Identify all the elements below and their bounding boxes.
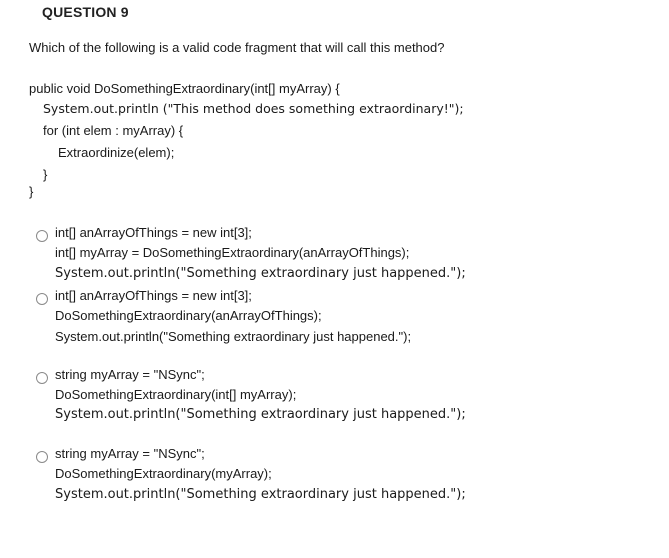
option-c-line-2: DoSomethingExtraordinary(int[] myArray); — [55, 387, 297, 402]
code-line: } — [29, 184, 34, 199]
option-b-line-1: int[] anArrayOfThings = new int[3]; — [55, 288, 252, 303]
option-a-line-1: int[] anArrayOfThings = new int[3]; — [55, 225, 252, 240]
radio-button-c[interactable] — [36, 372, 48, 384]
code-line: } — [43, 167, 48, 182]
option-d-line-3: System.out.println("Something extraordinary just happened."); — [55, 487, 466, 502]
code-line: for (int elem : myArray) { — [43, 123, 184, 138]
question-prompt: Which of the following is a valid code fragment that will call this method? — [29, 40, 445, 55]
code-line: System.out.println ("This method does something extraordinary!"); — [43, 101, 464, 116]
radio-button-b[interactable] — [36, 293, 48, 305]
option-a-line-3: System.out.println("Something extraordinary just happened."); — [55, 266, 466, 281]
option-b-line-2: DoSomethingExtraordinary(anArrayOfThings); — [55, 308, 322, 323]
option-d-line-1: string myArray = "NSync"; — [55, 446, 205, 461]
question-title: QUESTION 9 — [42, 4, 129, 20]
option-a-line-2: int[] myArray = DoSomethingExtraordinary(anArrayOfThings); — [55, 245, 410, 260]
radio-button-a[interactable] — [36, 230, 48, 242]
option-d-line-2: DoSomethingExtraordinary(myArray); — [55, 466, 272, 481]
option-c-line-3: System.out.println("Something extraordinary just happened."); — [55, 407, 466, 422]
option-b-line-3: System.out.println("Something extraordinary just happened."); — [55, 329, 412, 344]
option-c-line-1: string myArray = "NSync"; — [55, 367, 205, 382]
code-line: public void DoSomethingExtraordinary(int[] myArray) { — [29, 81, 340, 96]
code-line: Extraordinize(elem); — [58, 145, 175, 160]
radio-button-d[interactable] — [36, 451, 48, 463]
